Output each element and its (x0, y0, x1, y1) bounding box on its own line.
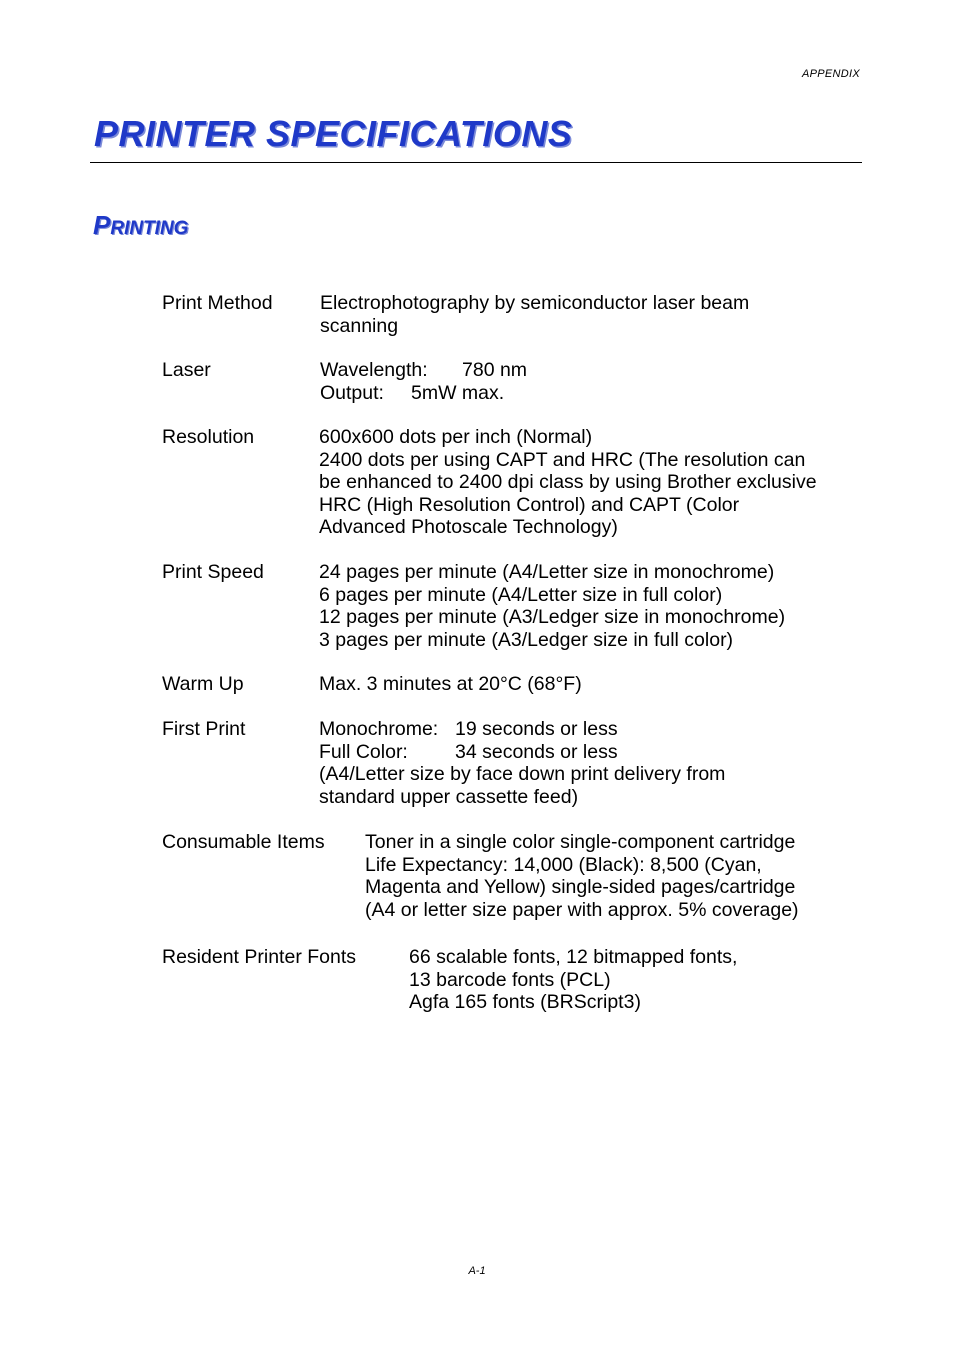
spec-value-line (319, 741, 725, 764)
spec-value-line: 66 scalable fonts, 12 bitmapped fonts, (409, 946, 738, 968)
header-section-label: APPENDIX (801, 68, 860, 80)
spec-value (319, 673, 582, 696)
spec-label: Laser (162, 359, 211, 381)
spec-label: Resolution (162, 426, 255, 448)
spec-value (319, 561, 785, 651)
spec-label: Print Speed (162, 561, 264, 583)
spec-value-line: 3 pages per minute (A3/Ledger size in full color) (319, 628, 734, 651)
wavelength-label: Wavelength: (320, 359, 428, 381)
full-color-value: 34 seconds or less (455, 740, 618, 763)
section-heading-printing (93, 210, 188, 241)
page-number: A-1 (468, 1265, 486, 1277)
section-heading-rest: RINTING (110, 218, 189, 239)
spec-value-line: 13 barcode fonts (PCL) (409, 968, 611, 991)
spec-value-line: 12 pages per minute (A3/Ledger size in monochrome) (319, 606, 786, 628)
spec-value-line: Max. 3 minutes at 20°C (68°F) (319, 673, 582, 695)
spec-value-line: Magenta and Yellow) single-sided pages/cartridge (365, 876, 796, 898)
spec-label: Consumable Items (162, 831, 325, 853)
spec-value-line: 6 pages per minute (A4/Letter size in full color) (319, 583, 723, 606)
spec-value-line: 2400 dots per using CAPT and HRC (The resolution can (319, 448, 806, 471)
spec-label: Print Method (162, 292, 273, 314)
spec-label: Resident Printer Fonts (162, 946, 357, 968)
spec-value (365, 831, 799, 921)
spec-label: First Print (162, 718, 246, 740)
spec-value-line: (A4/Letter size by face down print delivery from (319, 763, 726, 785)
spec-value-line: Electrophotography by semiconductor laser beam (320, 292, 750, 314)
spec-value-line (319, 718, 725, 741)
spec-value-line (320, 359, 527, 382)
full-color-label: Full Color: (319, 740, 408, 763)
output-label: Output: (320, 381, 384, 404)
spec-value-line: Advanced Photoscale Technology) (319, 516, 618, 538)
spec-value (319, 718, 725, 808)
spec-value-line: 24 pages per minute (A4/Letter size in monochrome) (319, 561, 775, 583)
spec-value-line: (A4 or letter size paper with approx. 5% coverage) (365, 898, 799, 921)
wavelength-value: 780 nm (462, 359, 528, 381)
spec-value-line: Toner in a single color single-component cartridge (365, 831, 796, 853)
spec-label: Warm Up (162, 673, 244, 695)
spec-value-line: 600x600 dots per inch (Normal) (319, 426, 593, 448)
spec-value (319, 426, 817, 539)
monochrome-label: Monochrome: (319, 718, 439, 740)
monochrome-value: 19 seconds or less (455, 718, 618, 740)
spec-value-line: be enhanced to 2400 dpi class by using Brother exclusive (319, 471, 817, 493)
spec-value-line: Life Expectancy: 14,000 (Black): 8,500 (Cyan, (365, 853, 762, 876)
spec-value (320, 292, 749, 337)
spec-value-line: scanning (320, 314, 399, 337)
spec-value (320, 359, 527, 404)
title-underline-rule (90, 162, 862, 163)
section-heading-first-letter: P (93, 210, 111, 240)
spec-value-line: Agfa 165 fonts (BRScript3) (409, 991, 641, 1013)
spec-value (409, 946, 737, 1014)
spec-value-line (320, 382, 527, 405)
spec-value-line: standard upper cassette feed) (319, 785, 579, 808)
output-value: 5mW max. (411, 381, 505, 404)
page-title: PRINTER SPECIFICATIONS (94, 113, 573, 154)
spec-value-line: HRC (High Resolution Control) and CAPT (Color (319, 493, 740, 516)
